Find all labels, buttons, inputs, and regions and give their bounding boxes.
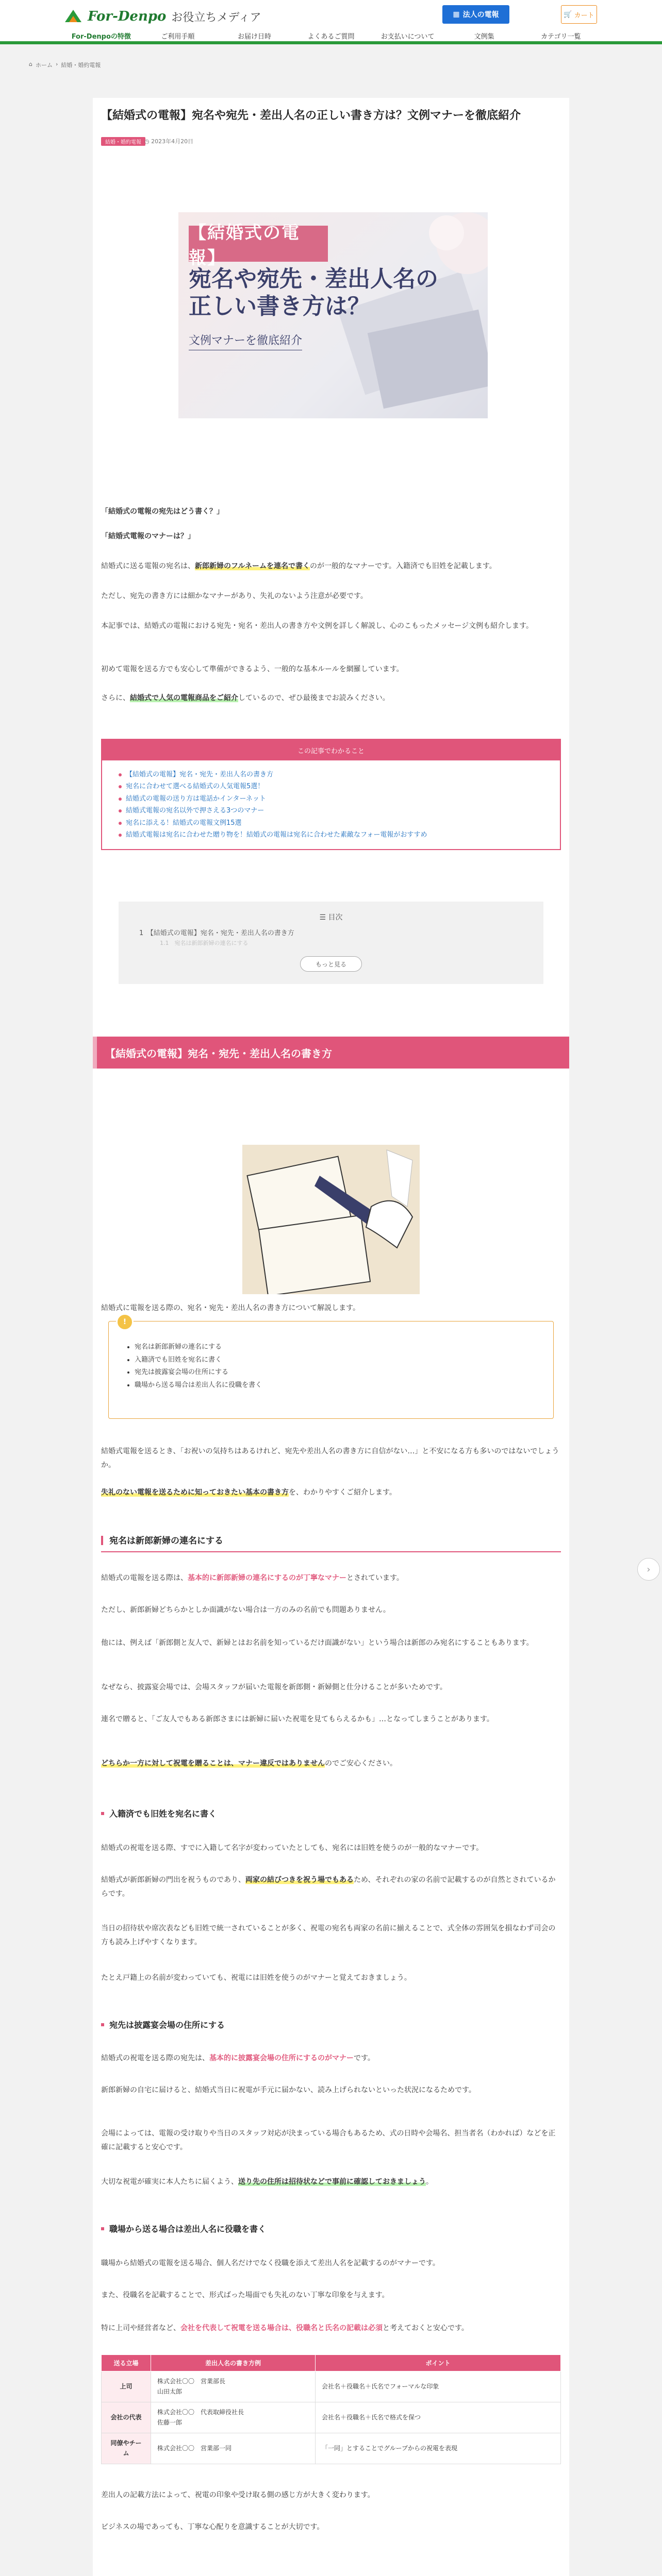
paragraph: 大切な祝電が確実に本人たちに届くよう、送り先の住所は招待状などで事前に確認しておきましょう。 xyxy=(101,2178,433,2186)
subheading-maiden-name: 入籍済でも旧姓を宛名に書く xyxy=(101,1807,561,1819)
summary-link[interactable]: 宛名に添える！結婚式の電報文例15選 xyxy=(126,817,560,829)
point-item: • 職場から送る場合は差出人名に役職を書く xyxy=(135,1379,553,1392)
intro-paragraph-4: 初めて電報を送る方でも安心して準備ができるよう、一般的な基本ルールを網羅しています。 xyxy=(101,665,404,673)
hero-image xyxy=(178,212,488,418)
cart-icon: 🛒 xyxy=(564,10,572,19)
table-cell: 株式会社〇〇 営業部一同 xyxy=(151,2433,316,2464)
nav-item-faq[interactable]: よくあるご質問 xyxy=(307,33,355,41)
corporate-telegram-button[interactable]: ▦ 法人の電報 xyxy=(442,5,509,24)
toc-item[interactable]: 1 【結婚式の電報】宛名・宛先・差出人名の書き方 xyxy=(139,929,294,937)
toc-title: ☰ 目次 xyxy=(319,913,343,922)
category-tag[interactable]: 結婚・婚約電報 xyxy=(101,137,145,146)
chevron-right-icon: › xyxy=(647,1564,651,1575)
table-cell: 上司 xyxy=(102,2371,151,2402)
point-item: • 宛名は新郎新婦の連名にする xyxy=(135,1341,553,1354)
point-box xyxy=(108,1318,554,1419)
intro-paragraph-5: さらに、結婚式で人気の電報商品をご紹介しているので、ぜひ最後までお読みください。 xyxy=(101,694,390,702)
table-row xyxy=(102,2402,561,2433)
paragraph: 結婚式電報を送るとき、「お祝いの気持ちはあるけれど、宛先や差出人名の書き方に自信がない…」と不安になる方も多いのではないでしょうか。 xyxy=(101,1447,559,1469)
subheading-venue-address: 宛先は披露宴会場の住所にする xyxy=(101,2019,561,2030)
paragraph: 新郎新婦の自宅に届けると、結婚式当日に祝電が手元に届かない、読み上げられないといった状況になるためです。 xyxy=(101,2086,476,2094)
summary-link[interactable]: 宛名に合わせて選べる結婚式の人気電報5選！ xyxy=(126,781,560,792)
paragraph: 結婚式の祝電を送る際の宛先は、基本的に披露宴会場の住所にするのがマナーです。 xyxy=(101,2054,375,2062)
site-header xyxy=(0,0,662,44)
table-cell: 同僚やチーム xyxy=(102,2433,151,2464)
paragraph: 結婚式の電報を送る際は、基本的に新郎新婦の連名にするのが丁寧なマナーとされています。 xyxy=(101,1574,404,1582)
section-heading-1: 【結婚式の電報】宛名・宛先・差出人名の書き方 xyxy=(93,1037,569,1069)
paragraph: 結婚式が新郎新婦の門出を祝うものであり、両家の結びつきを祝う場でもあるため、それぞれの家の名前で記載するのが自然とされているからです。 xyxy=(101,1876,556,1898)
table-header: 差出人名の書き方例 xyxy=(151,2355,316,2371)
nav-item-categories[interactable]: カテゴリ一覧 xyxy=(541,33,581,41)
table-cell: 株式会社〇〇 営業部長 山田太郎 xyxy=(151,2371,316,2402)
subheading-names: 宛名は新郎新婦の連名にする xyxy=(101,1533,561,1552)
paragraph: 当日の招待状や席次表なども旧姓で統一されていることが多く、祝電の宛名も両家の名前に揃えることで、式全体の雰囲気を損なわず司会の方も読み上げやすくなります。 xyxy=(101,1924,556,1946)
home-icon: ⌂ xyxy=(29,61,32,67)
table-header: ポイント xyxy=(315,2355,560,2371)
nav-item-payment[interactable]: お支払いについて xyxy=(380,33,435,41)
publish-date: ◷ 2023年4月20日 xyxy=(144,138,194,145)
point-item: • 宛先は披露宴会場の住所にする xyxy=(135,1366,553,1379)
intro-paragraph-1: 結婚式に送る電報の宛名は、新郎新婦のフルネームを連名で書くのが一般的なマナーです。入籍済でも旧姓を記載します。 xyxy=(101,562,496,570)
sender-name-table xyxy=(101,2354,561,2464)
question-2: 「結婚式電報のマナーは？」 xyxy=(101,532,195,540)
logo-mark-icon xyxy=(63,8,84,25)
summary-box xyxy=(101,739,561,850)
paragraph: また、役職名を記載することで、形式ばった場面でも失礼のない丁寧な印象を与えます。 xyxy=(101,2291,389,2299)
paragraph: 失礼のない電報を送るために知っておきたい基本の書き方を、わかりやすくご紹介します。 xyxy=(101,1488,396,1497)
writing-illustration xyxy=(242,1145,420,1294)
paragraph: たとえ戸籍上の名前が変わっていても、祝電には旧姓を使うのがマナーと覚えておきましょう。 xyxy=(101,1974,411,1982)
paragraph: ただし、新郎新婦どちらかとしか面識がない場合は一方のみの名前でも問題ありません。 xyxy=(101,1606,390,1614)
hero-subtitle: 文例マナーを徹底紹介 xyxy=(189,332,302,350)
breadcrumb: ⌂ ホーム › 結婚・婚約電報 xyxy=(29,61,101,69)
clock-icon: ◷ xyxy=(144,138,152,145)
paragraph: なぜなら、披露宴会場では、会場スタッフが届いた電報を新郎側・新婦側と仕分けることが多いためです。 xyxy=(101,1683,447,1691)
summary-link[interactable]: 結婚式電報は宛名に合わせた贈り物を！結婚式の電報は宛名に合わせた素敵なフォー電報がおすすめ xyxy=(126,829,560,841)
breadcrumb-category[interactable]: 結婚・婚約電報 xyxy=(61,62,101,69)
site-name: お役立ちメディア xyxy=(171,11,261,24)
global-nav xyxy=(63,30,599,44)
table-cell: 会社名＋役職名＋氏名で格式を保つ xyxy=(315,2402,560,2433)
paragraph: どちらか一方に対して祝電を贈ることは、マナー違反ではありませんのでご安心ください。 xyxy=(101,1759,397,1768)
building-icon: ▦ xyxy=(453,10,460,19)
subheading-sender-title: 職場から送る場合は差出人名に役職を書く xyxy=(101,2223,561,2234)
intro-paragraph-3: 本記事では、結婚式の電報における宛先・宛名・差出人の書き方や文例を詳しく解説し、心のこもったメッセージ文例も紹介します。 xyxy=(101,622,534,630)
breadcrumb-home[interactable]: ホーム xyxy=(35,62,53,69)
hero-headline: 宛名や宛先・差出人名の 正しい書き方は？ xyxy=(189,266,438,319)
nav-item-howto[interactable]: ご利用手順 xyxy=(161,33,195,41)
paragraph: 差出人の記載方法によって、祝電の印象や受け取る側の感じ方が大きく変わります。 xyxy=(101,2491,375,2499)
toc-more-button[interactable]: もっと見る xyxy=(300,956,362,972)
table-cell: 会社名＋役職名＋氏名でフォーマルな印象 xyxy=(315,2371,560,2402)
table-header-row xyxy=(102,2355,561,2371)
table-cell: 株式会社〇〇 代表取締役社長 佐藤一郎 xyxy=(151,2402,316,2433)
point-item: • 入籍済でも旧姓を宛名に書く xyxy=(135,1354,553,1367)
table-of-contents xyxy=(119,902,543,984)
paragraph: 職場から結婚式の電報を送る場合、個人名だけでなく役職を添えて差出人名を記載するのがマナーです。 xyxy=(101,2259,440,2267)
cart-button[interactable]: 🛒 カート xyxy=(561,5,597,24)
summary-link[interactable]: 結婚式電報の宛名以外で押さえる3つのマナー xyxy=(126,805,560,817)
intro-paragraph-2: ただし、宛先の書き方には細かなマナーがあり、失礼のないよう注意が必要です。 xyxy=(101,592,368,600)
table-cell: 「一同」とすることでグループからの祝電を表現 xyxy=(315,2433,560,2464)
hero-band: 【結婚式の電報】 xyxy=(189,226,328,262)
lightbulb-icon: ! xyxy=(116,1313,134,1331)
table-cell: 会社の代表 xyxy=(102,2402,151,2433)
page-title: 【結婚式の電報】宛名や宛先・差出人名の正しい書き方は？文例マナーを徹底紹介 xyxy=(101,109,521,122)
nav-item-delivery[interactable]: お届け日時 xyxy=(237,33,271,41)
brand-name: For-Denpo xyxy=(88,9,167,24)
summary-link[interactable]: 【結婚式の電報】宛名・宛先・差出人名の書き方 xyxy=(126,769,560,781)
toc-item[interactable]: 1.1 宛名は新郎新婦の連名にする xyxy=(160,940,249,946)
paragraph: 特に上司や経営者など、会社を代表して祝電を送る場合は、役職名と氏名の記載は必須と考えておくと安心です。 xyxy=(101,2324,469,2332)
section-lead: 結婚式に電報を送る際の、宛名・宛先・差出人名の書き方について解説します。 xyxy=(101,1304,360,1312)
nav-item-features[interactable]: For-Denpoの特徴 xyxy=(71,33,131,41)
paragraph: 他には、例えば「新郎側と友人で、新婦とはお名前を知っているだけ面識がない」という場合は新郎のみ宛名にすることもあります。 xyxy=(101,1639,534,1647)
table-row xyxy=(102,2433,561,2464)
summary-title: この記事でわかること xyxy=(102,740,560,760)
summary-link[interactable]: 結婚式の電報の送り方は電話かインターネット xyxy=(126,793,560,805)
list-icon: ☰ xyxy=(319,913,328,922)
paragraph: 結婚式の祝電を送る際、すでに入籍して名字が変わっていたとしても、宛名には旧姓を使うのが一般的なマナーです。 xyxy=(101,1844,484,1852)
scroll-next-button[interactable] xyxy=(637,1558,660,1581)
table-row xyxy=(102,2371,561,2402)
paragraph: ビジネスの場であっても、丁寧な心配りを意識することが大切です。 xyxy=(101,2523,324,2531)
table-header: 送る立場 xyxy=(102,2355,151,2371)
nav-item-samples[interactable]: 文例集 xyxy=(474,33,494,41)
question-1: 「結婚式の電報の宛先はどう書く？」 xyxy=(101,507,224,516)
site-logo[interactable] xyxy=(63,6,261,27)
paragraph: 会場によっては、電報の受け取りや当日のスタッフ対応が決まっている場合もあるため、式の日時や会場名、担当者名（わかれば）などを正確に記載すると安心です。 xyxy=(101,2129,556,2151)
article-card xyxy=(93,98,569,2576)
paragraph: 連名で贈ると、「ご友人でもある新郎さまには新婦に届いた祝電を見てもらえるかも」…となってしまうことがあります。 xyxy=(101,1715,494,1723)
